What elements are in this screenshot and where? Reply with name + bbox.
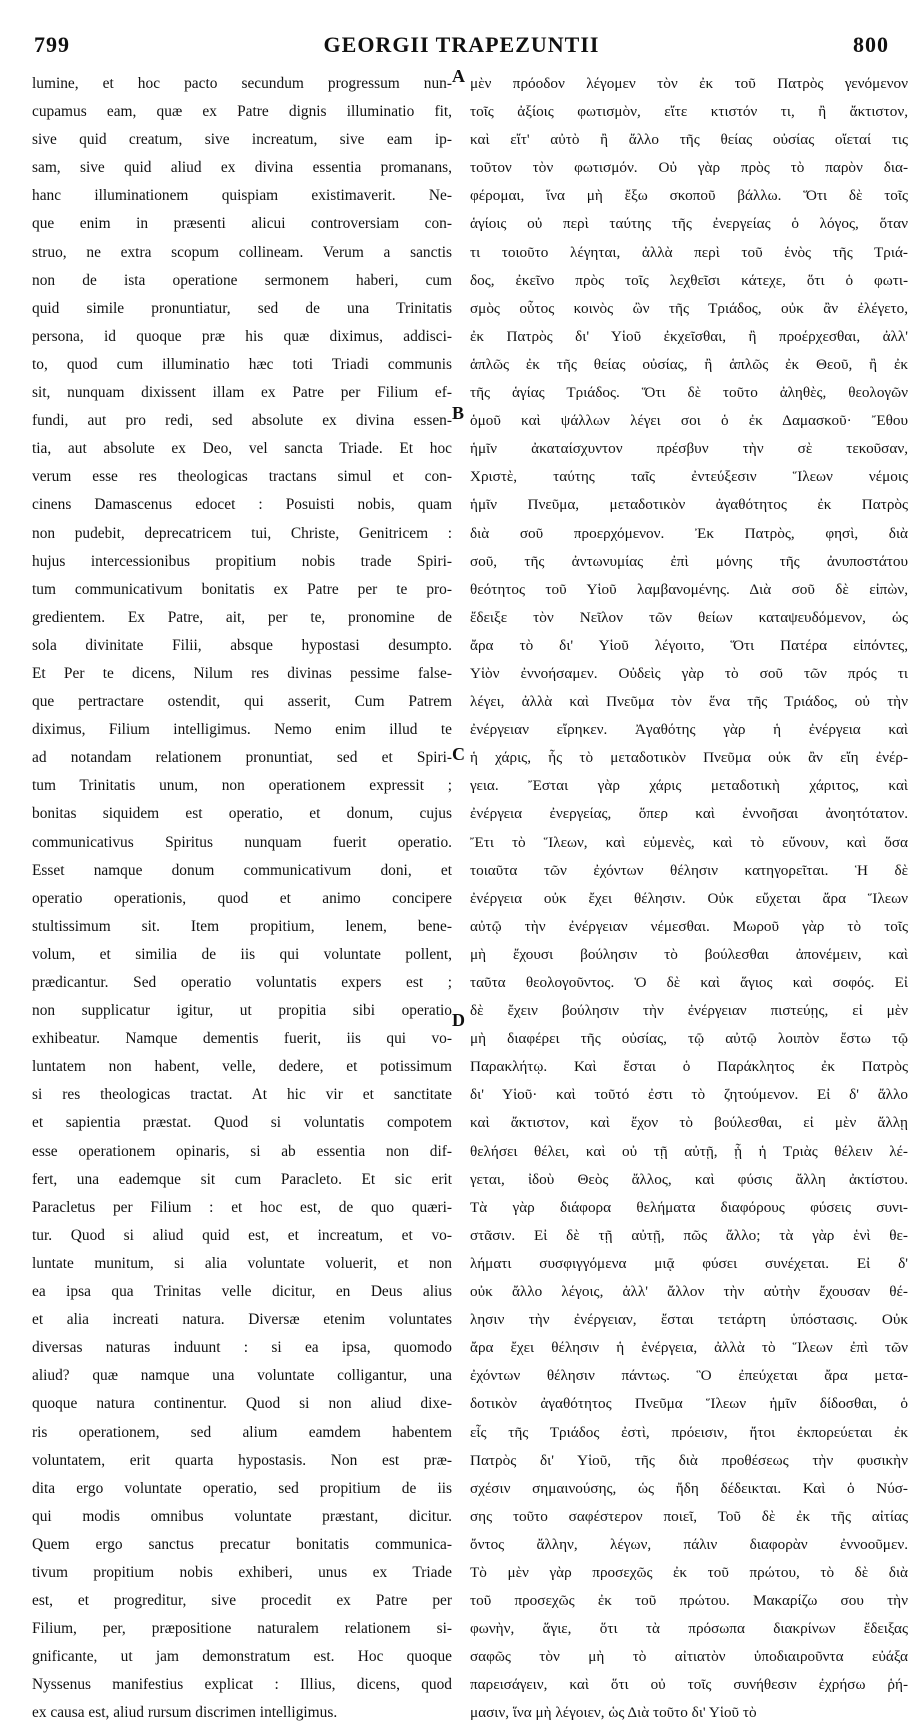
greek-text-line: ἐνέργεια ἐνεργείας, ὅπερ καὶ ἐννοῆσαι ἀνοητότατον. [470, 805, 908, 823]
latin-text-line: hanc illuminationem quispiam existimaverit. Ne- [32, 187, 452, 205]
latin-text-line: fert, una eademque sit cum Paracleto. Et sic erit [32, 1170, 452, 1188]
greek-text-line: θελήσει θέλει, καὶ οὐ τῇ αὐτῇ, ᾗ ἡ Τριὰς θέλειν λέ- [470, 1142, 908, 1160]
running-title: GEORGII TRAPEZUNTII [323, 32, 600, 57]
latin-text-line: quid simile pronuntiatur, sed de una Trinitatis [32, 299, 452, 317]
latin-column [32, 70, 452, 1728]
greek-text-line: ἐχόντων θέλησιν πάντως. Ὃ ἐπεύχεται ἄρα μετα- [470, 1367, 908, 1385]
section-marker-a: A [452, 66, 465, 86]
latin-text-line: bonitas siquidem est operatio, et donum, cujus [32, 805, 452, 823]
greek-text-line: στᾶσιν. Εἰ δὲ τῇ αὐτῇ, πῶς ἄλλο; τὰ γὰρ ἑνὶ θε- [470, 1226, 908, 1244]
greek-text-line: φέρομαι, ἵνα μὴ ἔξω σκοποῦ βάλλω. Ὅτι δὲ τοῖς [470, 187, 908, 205]
greek-text-line: καὶ ἄκτιστον, καὶ ἔχον τὸ βούλεσθαι, εἰ μὲν ἄλλῃ [470, 1114, 908, 1132]
latin-text-line: tivum propitium nobis exhiberi, unus ex Triade [32, 1563, 452, 1581]
latin-text-line: verum esse res theologicas tractans simul et con- [32, 468, 452, 486]
latin-text-line: non de ista operatione sermonem haberi, cum [32, 271, 452, 289]
latin-text-line: diversas naturas induunt : si ea ipsa, quomodo [32, 1339, 452, 1357]
greek-text-line: θεότητος τοῦ Υἱοῦ λαμβανομένης. Διὰ σοῦ δὲ εἰπὼν, [470, 580, 908, 598]
latin-text-line: persona, id quoque præ his quæ diximus, addisci- [32, 327, 452, 345]
greek-text-line: ἁπλῶς ἐκ τῆς θείας οὐσίας, ἢ ἁπλῶς ἐκ Θεοῦ, ἢ ἐκ [470, 355, 908, 373]
latin-text-line: et sapientia præstat. Quod si voluntatis compotem [32, 1114, 452, 1132]
latin-text-line: sam, sive quid aliud ex divina essentia promanans, [32, 159, 452, 177]
greek-text-line: σμὸς οὗτος κοινὸς ὢν τῆς Τριάδος, οὐκ ἂν ἐλέγετο, [470, 299, 908, 317]
latin-text-line: operatio operationis, quod et animo concipere [32, 889, 452, 907]
latin-text-line: Et Per te dicens, Nilum res divinas pessime false- [32, 664, 452, 682]
greek-text-line: ἁγίοις οὐ περὶ ταύτης τῆς ἐνεργείας ὁ λόγος, ὅταν [470, 215, 908, 233]
greek-text-line: ὄντος ἄλλην, λέγων, πάλιν διαφορὰν ἐννοοῦμεν. [470, 1535, 908, 1553]
latin-text-line: quoque natura continentur. Quod si non aliud dixe- [32, 1395, 452, 1413]
latin-text-line: est, et progreditur, sive procedit ex Patre per [32, 1592, 452, 1610]
greek-text-line: Παρακλήτῳ. Καὶ ἔσται ὁ Παράκλητος ἐκ Πατρὸς [470, 1058, 908, 1076]
latin-text-line: exhibeatur. Namque dementis fuerit, iis qui vo- [32, 1030, 452, 1048]
latin-text-line: tum Trinitatis unum, non operationem expressit ; [32, 777, 452, 795]
latin-text-line: sit, nunquam dixissent illam ex Patre per Filium ef- [32, 384, 452, 402]
greek-text-line: τῆς ἁγίας Τριάδος. Ὅτι δὲ τοῦτο ἀληθὲς, θεολογῶν [470, 384, 908, 402]
greek-text-line: μὴ ἔχουσι βούλησιν τὸ βούλεσθαι ἀπονέμειν, καὶ [470, 945, 908, 963]
greek-text-line: ἐνέργειαν εἴρηκεν. Ἀγαθότης γὰρ ἡ ἐνέργεια καὶ [470, 721, 908, 739]
latin-text-line: Esset namque donum communicativum doni, et [32, 861, 452, 879]
greek-text-line: ἔδειξε τὸν Νεῖλον τῶν θείων καταψευδόμενον, ὡς [470, 608, 908, 626]
running-header [34, 30, 889, 64]
greek-text-line: ταῦτα θεολογοῦντος. Ὁ δὲ καὶ ἅγιος καὶ σοφός. Εἰ [470, 974, 908, 991]
greek-text-line: ἐνέργεια οὐκ ἔχει θέλησιν. Οὐκ εὔχεται ἄρα Ἵλεων [470, 889, 908, 907]
greek-text-line: ἄρα ἔχει θέλησιν ἡ ἐνέργεια, ἀλλὰ τὸ Ἵλεων ἐπὶ τῶν [470, 1339, 908, 1357]
greek-text-line: Τὸ μὲν γὰρ προσεχῶς ἐκ τοῦ πρώτου, τὸ δὲ διὰ [470, 1563, 908, 1581]
latin-text-line: Filium, per, præpositione naturalem relationem si- [32, 1620, 452, 1638]
latin-text-line: hujus intercessionibus propitium nobis trade Spiri- [32, 552, 452, 570]
latin-text-line: aliud? quæ namque una voluntate colligantur, una [32, 1367, 452, 1385]
latin-text-line: communicativus Spiritus nunquam fuerit operatio. [32, 833, 452, 851]
latin-text-line: volum, et similia de iis qui voluntate pollent, [32, 945, 452, 963]
latin-text-line: Nyssenus manifestius explicat : Illius, dicens, quod [32, 1676, 452, 1694]
greek-text-line: λέγει, ἀλλὰ καὶ Πνεῦμα τὸν ἕνα τῆς Τριάδος, οὐ τὴν [470, 693, 908, 711]
greek-text-line: λησιν τὴν ἐνέργειαν, ἔσται τετάρτη ὑπόστασις. Οὐκ [470, 1311, 908, 1329]
greek-text-line: τοῦ προσεχῶς ἐκ τοῦ πρώτου. Μακαρίζω σου τὴν [470, 1592, 908, 1610]
section-marker-b: B [452, 403, 465, 423]
greek-text-line: σης τοῦτο σαφέστερον ποιεῖ, Τοῦ δὲ ἐκ τῆς αἰτίας [470, 1507, 908, 1525]
latin-text-line: gnificante, ut jam demonstratum est. Hoc quoque [32, 1648, 452, 1666]
latin-text-line: sola divinitate Filii, absque hypostasi desumpto. [32, 636, 452, 654]
greek-text-line: τι τοιοῦτο λέγηται, ἀλλὰ περὶ τοῦ ἑνὸς τῆς Τριά- [470, 243, 908, 261]
section-marker-d: D [452, 1010, 465, 1030]
latin-text-line: diximus, Filium intelligimus. Nemo enim illud te [32, 721, 452, 739]
latin-text-line: cupamus eam, quæ ex Patre dignis illuminatio fit, [32, 103, 452, 121]
greek-text-line: σχέσιν σημαινούσης, ὡς ἤδη δέδεικται. Καὶ ὁ Νύσ- [470, 1479, 908, 1497]
greek-text-line: δι' Υἱοῦ· καὶ τοῦτό ἐστι τὸ ζητούμενον. Εἰ δ' ἄλλο [470, 1086, 908, 1104]
latin-text-line: luntate munitum, si alia voluntate voluerit, et non [32, 1254, 452, 1272]
latin-text-line: non supplicatur igitur, ut propitia sibi operatio [32, 1002, 452, 1020]
greek-text-line: διὰ σοῦ προερχόμενον. Ἐκ Πατρὸς, φησὶ, διὰ [470, 524, 908, 542]
latin-text-line: dita ergo voluntate operatio, sed propitium de iis [32, 1479, 452, 1497]
latin-text-line: et alia increati natura. Diversæ etenim voluntates [32, 1311, 452, 1329]
greek-text-line: αὐτῷ τὴν ἐνέργειαν νέμεσθαι. Μωροῦ γὰρ τὸ τοῖς [470, 917, 908, 935]
latin-text-line: qui modis omnibus voluntate præstant, dicitur. [32, 1507, 452, 1525]
latin-text-line: lumine, et hoc pacto secundum progressum nun- [32, 75, 452, 92]
greek-text-line: ἐκ Πατρὸς δι' Υἱοῦ ἐκχεῖσθαι, ἢ προέρχεσθαι, ἀλλ' [470, 327, 908, 345]
greek-text-line: δὲ ἔχειν βούλησιν τὴν ἐνέργειαν πιστεύῃς, εἰ μὲν [470, 1002, 908, 1020]
latin-text-line: fundi, aut pro redi, sed absolute ex divina essen- [32, 412, 452, 430]
greek-text-line: σαφῶς τὸν μὴ τὸ αἰτιατὸν ὑποδιαιροῦντα εὐάξα [470, 1648, 908, 1666]
greek-text-line: ὁμοῦ καὶ ψάλλων λέγει σοι ὁ ἐκ Δαμασκοῦ· Ἔθου [470, 412, 908, 430]
latin-text-line: non pudebit, deprecatricem tui, Christe, Genitricem : [32, 524, 452, 542]
latin-text-line: to, quod cum illuminatio hæc toti Triadi communis [32, 355, 452, 373]
greek-text-line: Πατρὸς δι' Υἱοῦ, τῆς διὰ προθέσεως τὴν φυσικὴν [470, 1451, 908, 1469]
greek-text-line: λήματι συσφιγγόμενα μιᾷ φύσει συνέχεται. Εἰ δ' [470, 1254, 908, 1272]
greek-text-line: τοῦτον τὸν φωτισμόν. Οὐ γὰρ πρὸς τὸ παρὸν δια- [470, 159, 908, 177]
greek-text-line: σοῦ, τῆς ἀντωνυμίας ἐπὶ μόνης τῆς ἀνυποστάτου [470, 552, 908, 570]
greek-text-line: ἡμῖν Πνεῦμα, μεταδοτικὸν ἀγαθότητος ἐκ Πατρὸς [470, 496, 908, 514]
latin-text-line: tia, aut absolute ex Deo, vel sancta Triade. Et hoc [32, 440, 452, 458]
greek-text-line: Χριστὲ, ταύτης ταῖς ἐντεύξεσιν Ἵλεων νέμοις [470, 468, 908, 486]
latin-text-line: tur. Quod si aliud quid est, et increatum, et vo- [32, 1226, 452, 1244]
latin-text-line: tum communicativum bonitatis ex Patre per te pro- [32, 580, 452, 598]
greek-text-line: Υἱὸν ἐννοήσαμεν. Οὐδεὶς γὰρ τὸ σοῦ τῶν πρός τι [470, 664, 908, 682]
page-number-left: 799 [34, 32, 70, 57]
greek-text-line: καὶ εἴτ' αὐτὸ ἢ ἄλλο τῆς θείας οὐσίας οἴεταί τις [470, 131, 908, 149]
greek-text-line: γεται, ἰδοὺ Θεὸς ἄλλος, καὶ φύσις ἄλλη ἀκτίστου. [470, 1170, 908, 1188]
latin-text-line: sive quid creatum, sive increatum, sive eam ip- [32, 131, 452, 149]
greek-text-line: τοῖς ἀξίοις φωτισμὸν, εἴτε κτιστόν τι, ἢ ἄκτιστον, [470, 103, 908, 121]
greek-text-line: δοτικὸν ἀγαθότητος Πνεῦμα Ἵλεων ἡμῖν δίδοσθαι, ὁ [470, 1395, 908, 1413]
latin-text-line: prædicantur. Sed operatio voluntatis expers est ; [32, 974, 452, 991]
greek-text-line: μασιν, ἵνα μὴ λέγοιεν, ὡς Διὰ τοῦτο δι' Υἱοῦ τὸ [470, 1704, 757, 1722]
greek-text-line: εἷς τῆς Τριάδος ἐστὶ, πρόεισιν, ἤτοι ἐκπορεύεται ἐκ [470, 1423, 908, 1441]
page-number-right: 800 [853, 32, 889, 57]
greek-text-line: ἄρα τὸ δι' Υἱοῦ λέγοιτο, Ὅτι Πατέρα εἰπόντες, [470, 636, 908, 654]
greek-text-line: γεια. Ἔσται γὰρ χάρις μεταδοτικὴ χάριτος, καὶ [470, 777, 908, 795]
latin-text-line: que enim in præsenti alicui controversiam con- [32, 215, 452, 233]
greek-text-line: ἡ χάρις, ἧς τὸ μεταδοτικὸν Πνεῦμα οὐκ ἂν εἴη ἐνέρ- [470, 749, 908, 767]
latin-text-line: esse operationem opinaris, si ab essentia non dif- [32, 1142, 452, 1160]
greek-text-line: μὲν πρόοδον λέγομεν τὸν ἐκ τοῦ Πατρὸς γενόμενον [470, 75, 908, 92]
latin-text-line: Quem ergo sanctus precatur bonitatis communica- [32, 1535, 452, 1553]
latin-text-line: struo, ne extra scopum collineam. Verum a sanctis [32, 243, 452, 261]
greek-text-line: δος, ἐκεῖνο πρὸς τοῖς λεχθεῖσι κάτεχε, ὅτι ὁ φωτι- [470, 271, 908, 289]
greek-text-line: φωνὴν, ἅγιε, ὅτι τὰ πρόσωπα διακρίνων ἔδειξας [470, 1620, 908, 1638]
section-marker-c: C [452, 744, 465, 764]
latin-text-line: gredientem. Ex Patre, ait, per te, pronomine de [32, 608, 452, 626]
greek-text-line: Τὰ γὰρ διάφορα θελήματα διαφόρους φύσεις συνι- [470, 1198, 908, 1216]
latin-text-line: ea ipsa qua Trinitas velle dicitur, en Deus alius [32, 1283, 452, 1301]
latin-text-line: ex causa est, aliud rursum discrimen intelligimus. [32, 1704, 338, 1722]
greek-text-line: μὴ διαφέρει τῆς οὐσίας, τῷ αὐτῷ λοιπὸν ἔστω τῷ [470, 1030, 908, 1048]
greek-text-line: τοιαῦτα τῶν ἐχόντων θέλησιν κατηγορεῖται. Ἡ δὲ [470, 861, 908, 879]
latin-text-line: si res theologicas tractat. At hic vir et sanctitate [32, 1086, 452, 1104]
latin-text-line: stultissimum sit. Item propitium, lenem, bene- [32, 917, 452, 935]
latin-text-line: cinens Damascenus edocet : Posuisti nobis, quam [32, 496, 452, 514]
greek-text-line: οὐκ ἄλλο λέγοις, ἀλλ' ἄλλον τὴν αὐτὴν ἔχουσαν θέ- [470, 1283, 908, 1301]
latin-text-line: ris operationem, sed alium eamdem habentem [32, 1423, 452, 1441]
latin-text-line: luntatem non habent, velle, dedere, et potissimum [32, 1058, 452, 1076]
greek-column [470, 70, 908, 1728]
greek-text-line: Ἔτι τὸ Ἵλεων, καὶ εὐμενὲς, καὶ τὸ εὔνουν, καὶ ὅσα [470, 833, 908, 851]
latin-text-line: ad notandam relationem pronuntiat, sed et Spiri- [32, 749, 452, 767]
greek-text-line: ἡμῖν ἀκαταίσχυντον πρέσβυν τὴν σὲ τεκοῦσαν, [470, 440, 908, 458]
greek-text-line: παρεισάγειν, καὶ ὅτι οὐ τοῖς συνήθεσιν ἐχρήσω ῥή- [470, 1676, 908, 1694]
latin-text-line: voluntatem, erit quarta hypostasis. Non est præ- [32, 1451, 452, 1469]
latin-text-line: que pertractare ostendit, qui asserit, Cum Patrem [32, 693, 452, 711]
latin-text-line: Paracletus per Filium : et hoc est, de quo quæri- [32, 1198, 452, 1216]
